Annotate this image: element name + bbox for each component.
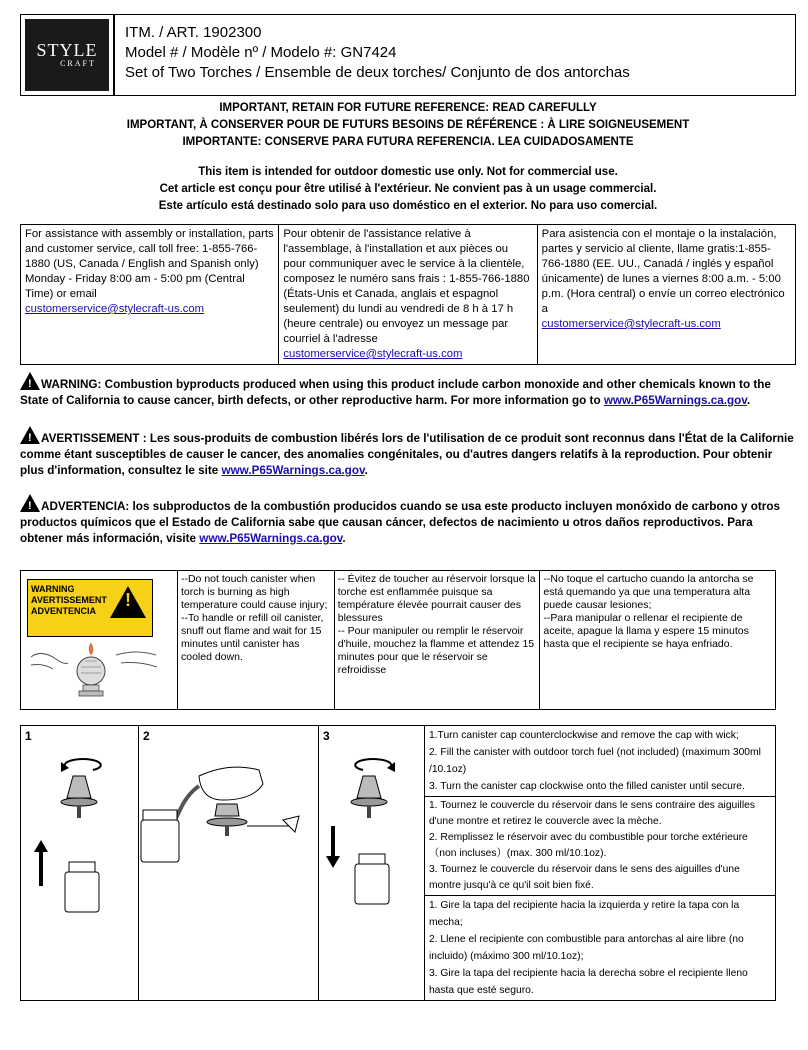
step-2-illustration <box>139 746 317 968</box>
instruction-es-1: 1. Gire la tapa del recipiente hacia la izquierda y retire la tapa con la mecha; <box>428 900 740 928</box>
caution-label <box>27 579 153 637</box>
model-number: Model # / Modèle nº / Modelo #: GN7424 <box>125 44 397 61</box>
product-header <box>114 14 796 96</box>
instruction-fr-2: 2. Remplissez le réservoir avec du combustible pour torche extérieure （non incluses）(max. 300 ml/10.1oz). <box>428 832 748 859</box>
contact-es: Para asistencia con el montaje o la instalación, partes y servicio al cliente, llame gratis:1-855-766-1880 (EE. UU., Canadá / inglés y español únicamente) de lunes a viernes 8:00 a.m. - 5:00 p.m. (Hora central) o envíe un correo electrónico a customerservice@stylecraft-us.com <box>537 225 795 365</box>
logo-craft-text: CRAFT <box>60 59 96 68</box>
important-fr: IMPORTANT, À CONSERVER POUR DE FUTURS BESOINS DE RÉFÉRENCE : À LIRE SOIGNEUSEMENT <box>126 119 690 131</box>
instruction-en-2: 2. Fill the canister with outdoor torch fuel (not included) (maximum 300ml /10.1oz) <box>428 747 761 775</box>
contact-table <box>20 224 796 365</box>
instruction-en-1: 1.Turn canister cap counterclockwise and remove the cap with wick; <box>428 730 739 741</box>
label-avertissement: AVERTISSEMENT <box>31 595 107 605</box>
product-name: Set of Two Torches / Ensemble de deux torches/ Conjunto de dos antorchas <box>125 64 630 81</box>
email-link-es[interactable]: customerservice@stylecraft-us.com <box>541 318 721 330</box>
warning-en: !WARNING: Combustion byproducts produced when using this product include carbon monoxide and other chemicals known to the State of California to cause cancer, birth defects, or other reproductive harm. For more information go to www.P65Warnings.ca.gov. <box>20 372 796 409</box>
step-3-cell <box>318 726 424 1001</box>
stylecraft-logo <box>25 19 109 91</box>
instructions-es <box>424 896 775 1001</box>
contact-fr: Pour obtenir de l'assistance relative à l'assemblage, à l'installation et aux pièces ou pour communiquer avec le service à la clientèle, composez le numéro sans frais : 1-855-766-1880 (États-Unis et Canada, anglais et espagnol seulement) du lundi au vendredi de 8 h à 17 h (heure centrale) ou envoyez un message par courriel à l'adresse customerservice@stylecraft-us.com <box>279 225 537 365</box>
warning-triangle-icon <box>20 426 40 444</box>
step-2-cell <box>138 726 318 1001</box>
warning-triangle-icon <box>20 372 40 390</box>
step-1-cell <box>21 726 139 1001</box>
p65-link-fr[interactable]: www.P65Warnings.ca.gov <box>221 464 365 477</box>
instruction-en-3: 3. Turn the canister cap clockwise onto the filled canister until secure. <box>428 781 745 792</box>
instruction-es-2: 2. Llene el recipiente con combustible para antorchas al aire libre (no incluido) (máximo 300 ml/10.1oz); <box>428 934 744 962</box>
caution-table <box>20 570 776 710</box>
usage-es: Este artículo está destinado solo para uso doméstico en el exterior. No para uso comercial. <box>158 200 658 212</box>
warning-triangle-icon <box>20 494 40 512</box>
step-3-number: 3 <box>322 729 330 743</box>
caution-en: --Do not touch canister when torch is burning as high temperature could cause injury; --To handle or refill oil canister, snuff out flame and wait for 15 minutes until canister has cooled down. <box>177 571 334 710</box>
label-adventencia: ADVENTENCIA <box>31 606 97 616</box>
important-en: IMPORTANT, RETAIN FOR FUTURE REFERENCE: READ CAREFULLY <box>219 102 597 114</box>
p65-link-es[interactable]: www.P65Warnings.ca.gov <box>199 532 343 545</box>
caution-illustration-cell <box>21 571 178 710</box>
important-notice <box>20 100 796 151</box>
instructions-fr <box>424 797 775 896</box>
logo-style-text: STYLE <box>36 40 98 60</box>
label-warning: WARNING <box>31 584 75 594</box>
logo-frame <box>20 14 114 96</box>
important-es: IMPORTANTE: CONSERVE PARA FUTURA REFERENCIA. LEA CUIDADOSAMENTE <box>182 136 634 148</box>
warning-fr: !AVERTISSEMENT : Les sous-produits de combustion libérés lors de l'utilisation de ce produit sont reconnus dans l'État de la Californie comme étant susceptibles de causer le cancer, des anomalies congénitales, ou d'autres dangers relatifs à la reproduction. Pour obtenir plus d'information, consultez le site www.P65Warnings.ca.gov. <box>20 426 796 479</box>
caution-es: --No toque el cartucho cuando la antorcha se está quemando ya que una temperatura alta puede causar lesiones; --Para manipular o rellenar el recipiente de aceite, apague la llama y espere 15 minutos hasta que el recipiente se haya enfriado. <box>540 571 776 710</box>
label-warning-icon <box>110 586 146 618</box>
usage-notice <box>20 164 796 215</box>
contact-en: For assistance with assembly or installation, parts and customer service, call toll free: 1-855-766-1880 (US, Canada / English and Spanish only) Monday - Friday 8:00 am - 5:00 pm (Central Time) or email customerservice@stylecraft-us.com <box>21 225 279 365</box>
warning-es: !ADVERTENCIA: los subproductos de la combustión producidos cuando se usa este producto incluyen monóxido de carbono y otros productos químicos que el Estado de California sabe que causan cáncer, defectos de nacimiento u otros daños reproductivos. Para obtener más información, visite www.P65Warnings.ca.gov. <box>20 494 796 547</box>
step-1-number: 1 <box>25 729 32 743</box>
instruction-fr-3: 3. Tournez le couvercle du réservoir dans le sens des aiguilles d'une montre jusqu'à ce qu'il soit bien fixé. <box>428 864 740 891</box>
p65-link-en[interactable]: www.P65Warnings.ca.gov <box>603 394 747 407</box>
step-2-number: 2 <box>142 729 150 743</box>
email-link-en[interactable]: customerservice@stylecraft-us.com <box>25 303 205 315</box>
steps-table <box>20 725 776 1001</box>
item-number: ITM. / ART. 1902300 <box>125 24 262 41</box>
caution-fr: -- Évitez de toucher au réservoir lorsque la torche est enflammée puisque sa température élevée pourrait causer des blessures -- Pour manipuler ou remplir le réservoir d'huile, mouchez la flamme et attendez 15 minutes pour que le réservoir se refroidisse <box>334 571 540 710</box>
usage-fr: Cet article est conçu pour être utilisé à l'extérieur. Ne convient pas à un usage commercial. <box>159 183 657 195</box>
email-link-fr[interactable]: customerservice@stylecraft-us.com <box>283 348 463 360</box>
step-3-illustration <box>319 746 423 968</box>
torch-hands-illustration <box>21 637 171 705</box>
instruction-fr-1: 1. Tournez le couvercle du réservoir dans le sens contraire des aiguilles d'une montre et retirez le couvercle avec la mèche. <box>428 800 756 827</box>
step-1-illustration <box>21 746 137 968</box>
instructions-en <box>424 726 775 797</box>
usage-en: This item is intended for outdoor domestic use only. Not for commercial use. <box>198 166 618 178</box>
instruction-es-3: 3. Gire la tapa del recipiente hacia la derecha sobre el recipiente lleno hasta que esté seguro. <box>428 968 748 996</box>
